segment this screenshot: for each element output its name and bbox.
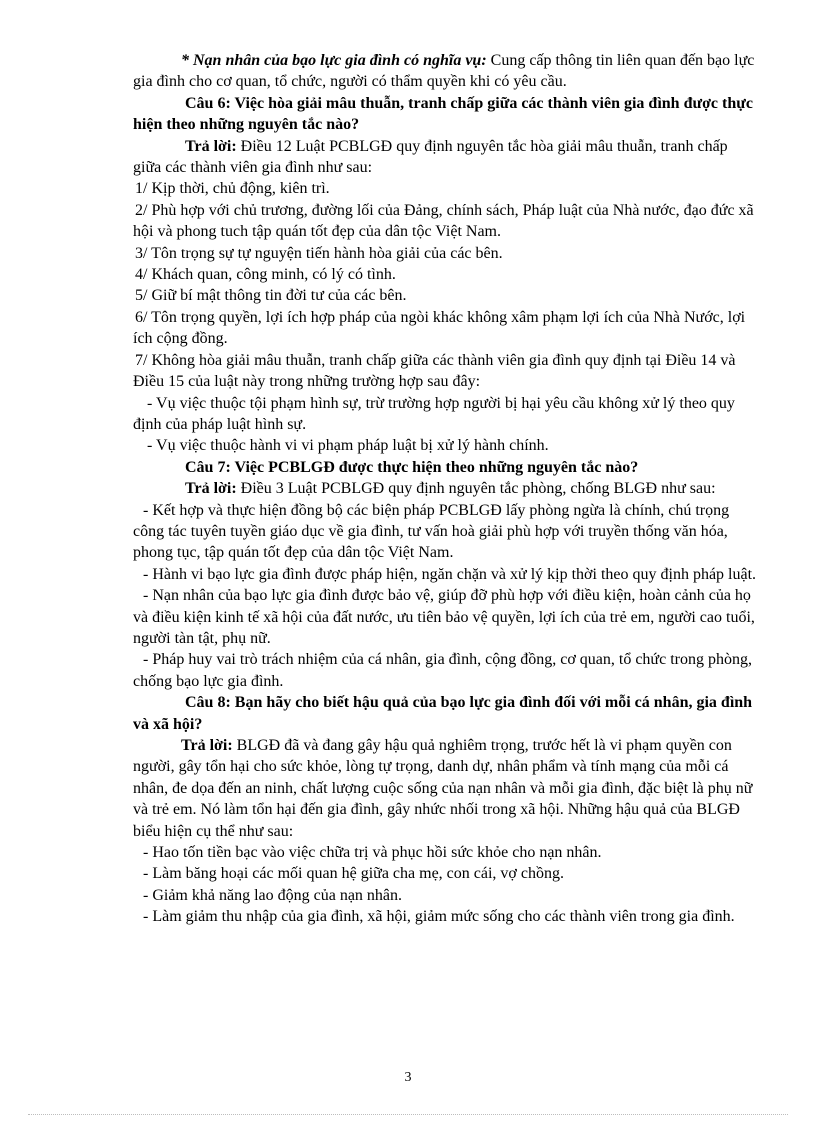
list-item: - Kết hợp và thực hiện đồng bộ các biện pháp PCBLGĐ lấy phòng ngừa là chính, chú trọng công tác tuyên tuyền giáo dục về gia đình, tư vấn hoà giải phù hợp với truyền thống văn hóa, phong tục, tập quán tốt đẹp của dân tộc Việt Nam. (133, 501, 730, 562)
page-number: 3 (404, 1070, 412, 1085)
list-item: - Làm băng hoại các mối quan hệ giữa cha mẹ, con cái, vợ chồng. (143, 865, 564, 883)
list-item: - Giảm khả năng lao động của nạn nhân. (143, 886, 403, 904)
list-item: 4/ Khách quan, công minh, có lý có tình. (135, 266, 396, 284)
list-subitem: - Vụ việc thuộc tội phạm hình sự, trừ trường hợp người bị hại yêu cầu không xử lý theo quy định của pháp luật hình sự. (133, 394, 735, 433)
document-page (133, 50, 758, 928)
question-7-answer (133, 478, 758, 499)
list-item: - Hành vi bạo lực gia đình được pháp hiện, ngăn chặn và xử lý kịp thời theo quy định pháp luật. (143, 565, 757, 583)
list-item: 5/ Giữ bí mật thông tin đời tư của các bên. (135, 287, 407, 305)
list-item: 3/ Tôn trọng sự tự nguyện tiến hành hòa giải của các bên. (135, 244, 503, 262)
list-item: 1/ Kịp thời, chủ động, kiên trì. (135, 180, 330, 198)
victim-duty-label: * Nạn nhân của bạo lực gia đình có nghĩa vụ: (181, 52, 487, 69)
answer-label: Trả lời: (181, 737, 233, 754)
question-8-answer (133, 735, 758, 842)
answer-label: Trả lời: (185, 480, 237, 498)
list-item: - Hao tốn tiền bạc vào việc chữa trị và phục hồi sức khỏe cho nạn nhân. (143, 844, 602, 862)
list-item: 7/ Không hòa giải mâu thuẫn, tranh chấp giữa các thành viên gia đình quy định tại Điều 14 và Điều 15 của luật này trong những trường hợp sau đây: (133, 351, 736, 391)
answer-intro: Điều 3 Luật PCBLGĐ quy định nguyên tắc phòng, chống BLGĐ như sau: (236, 480, 716, 498)
list-subitem: - Vụ việc thuộc hành vi vi phạm pháp luật bị xử lý hành chính. (147, 437, 549, 455)
question-6-answer (133, 136, 758, 179)
question-6-heading: Câu 6: Việc hòa giải mâu thuẫn, tranh chấp giữa các thành viên gia đình được thực hiện theo những nguyên tắc nào? (133, 94, 753, 134)
question-7-heading: Câu 7: Việc PCBLGĐ được thực hiện theo những nguyên tắc nào? (185, 458, 639, 476)
list-item: - Pháp huy vai trò trách nhiệm của cá nhân, gia đình, cộng đồng, cơ quan, tổ chức trong phòng, chống bạo lực gia đình. (133, 651, 752, 690)
question-8-heading: Câu 8: Bạn hãy cho biết hậu quả của bạo lực gia đình đối với mỗi cá nhân, gia đình và xã hội? (133, 694, 753, 733)
victim-duty-paragraph (133, 50, 758, 93)
list-item: - Làm giảm thu nhập của gia đình, xã hội, giảm mức sống cho các thành viên trong gia đình. (143, 908, 735, 926)
list-item: 2/ Phù hợp với chủ trương, đường lối của Đảng, chính sách, Pháp luật của Nhà nước, đạo đức xã hội và phong tuch tập quán tốt đẹp của dân tộc Việt Nam. (133, 201, 754, 241)
answer-intro: BLGĐ đã và đang gây hậu quả nghiêm trọng, trước hết là vi phạm quyền con người, gây tổn hại cho sức khỏe, lòng tự trọng, danh dự, nhân phẩm và tính mạng của mỗi cá nhân, đe dọa đến an ninh, chất lượng cuộc sống của nạn nhân và mỗi gia đình, đặc biệt là phụ nữ và trẻ em. Nó làm tổn hại đến gia đình, gây nhức nhối trong xã hội. Những hậu quả của BLGĐ biểu hiện cụ thể như sau: (133, 737, 753, 840)
answer-intro: Điều 12 Luật PCBLGĐ quy định nguyên tắc hòa giải mâu thuẫn, tranh chấp giữa các thành viên gia đình như sau: (133, 137, 728, 177)
answer-label: Trả lời: (185, 137, 237, 155)
footer-divider (28, 1114, 788, 1115)
list-item: - Nạn nhân của bạo lực gia đình được bảo vệ, giúp đỡ phù hợp với điều kiện, hoàn cảnh của họ và điều kiện kinh tế xã hội của đất nước, ưu tiên bảo vệ quyền, lợi ích của trẻ em, người cao tuổi, người tàn tật, phụ nữ. (133, 587, 755, 647)
list-item: 6/ Tôn trọng quyền, lợi ích hợp pháp của ngòi khác không xâm phạm lợi ích của Nhà Nước, lợi ích cộng đồng. (133, 308, 746, 348)
victim-duty-text: Cung cấp thông tin liên quan đến bạo lực gia đình cho cơ quan, tổ chức, người có thẩm quyền khi có yêu cầu. (133, 52, 755, 91)
